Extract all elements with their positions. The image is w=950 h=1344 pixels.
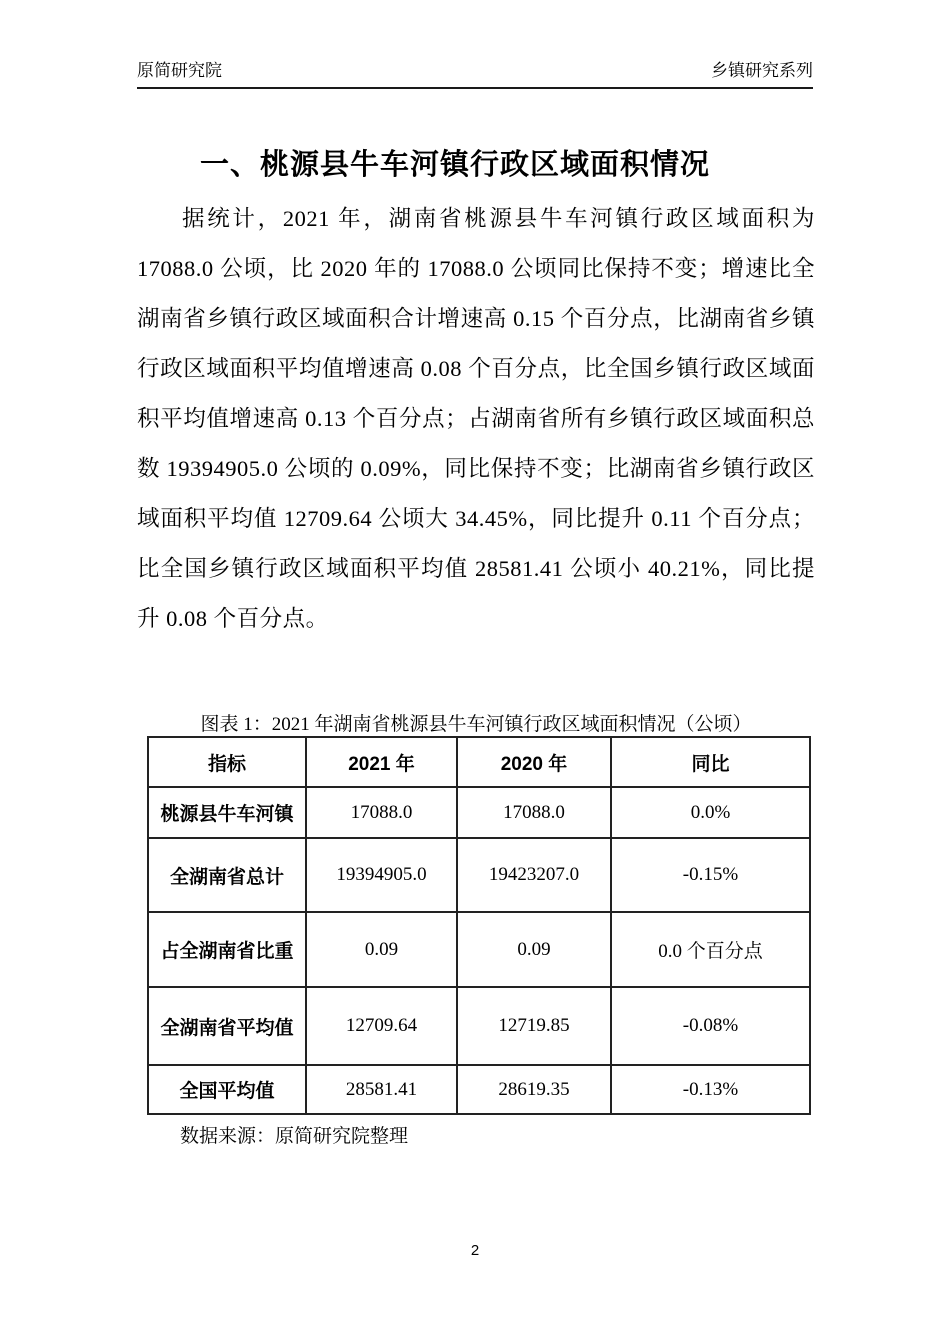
cell-value: 0.0% bbox=[611, 787, 810, 838]
cell-value: 0.0 个百分点 bbox=[611, 912, 810, 987]
table-row bbox=[148, 1065, 810, 1114]
cell-value: 19423207.0 bbox=[457, 838, 611, 912]
table-row bbox=[148, 787, 810, 838]
cell-value: 19394905.0 bbox=[306, 838, 457, 912]
table-row bbox=[148, 987, 810, 1065]
row-label: 全湖南省总计 bbox=[148, 838, 306, 912]
cell-value: 12719.85 bbox=[457, 987, 611, 1065]
col-header-2021: 2021 年 bbox=[306, 737, 457, 787]
row-label: 全国平均值 bbox=[148, 1065, 306, 1114]
col-header-yoy: 同比 bbox=[611, 737, 810, 787]
col-header-2020: 2020 年 bbox=[457, 737, 611, 787]
section-title: 一、桃源县牛车河镇行政区域面积情况 bbox=[200, 149, 711, 181]
cell-value: 17088.0 bbox=[306, 787, 457, 838]
cell-value: -0.13% bbox=[611, 1065, 810, 1114]
table-caption: 图表 1：2021 年湖南省桃源县牛车河镇行政区域面积情况（公顷） bbox=[200, 714, 752, 735]
header-left-text: 原简研究院 bbox=[137, 61, 222, 80]
row-label: 桃源县牛车河镇 bbox=[148, 787, 306, 838]
page-number: 2 bbox=[470, 1242, 480, 1259]
cell-value: 0.09 bbox=[457, 912, 611, 987]
cell-value: 28581.41 bbox=[306, 1065, 457, 1114]
table-row bbox=[148, 912, 810, 987]
table-row bbox=[148, 838, 810, 912]
body-paragraph: 据统计，2021 年，湖南省桃源县牛车河镇行政区域面积为 17088.0 公顷，比 2020 年的 17088.0 公顷同比保持不变；增速比全湖南省乡镇行政区域面积合计增速高 0.15 个百分点，比湖南省乡镇行政区域面积平均值增速高 0.08 个百分点，比全国乡镇行政区域面积平均值增速高 0.13 个百分点；占湖南省所有乡镇行政区域面积总数 19394905.0 公顷的 0.09%，同比保持不变；比湖南省乡镇行政区域面积平均值 12709.64 公顷大 34.45%，同比提升 0.11 个百分点；比全国乡镇行政区域面积平均值 28581.41 公顷小 40.21%，同比提升 0.08 个百分点。 bbox=[137, 206, 815, 631]
header-right-text: 乡镇研究系列 bbox=[711, 61, 813, 80]
data-source-note: 数据来源：原简研究院整理 bbox=[180, 1126, 409, 1147]
cell-value: 12709.64 bbox=[306, 987, 457, 1065]
cell-value: -0.15% bbox=[611, 838, 810, 912]
row-label: 占全湖南省比重 bbox=[148, 912, 306, 987]
table-header-row bbox=[148, 737, 810, 787]
area-data-table bbox=[147, 736, 811, 1115]
running-header bbox=[137, 58, 813, 89]
cell-value: 28619.35 bbox=[457, 1065, 611, 1114]
cell-value: 0.09 bbox=[306, 912, 457, 987]
row-label: 全湖南省平均值 bbox=[148, 987, 306, 1065]
col-header-indicator: 指标 bbox=[148, 737, 306, 787]
cell-value: -0.08% bbox=[611, 987, 810, 1065]
cell-value: 17088.0 bbox=[457, 787, 611, 838]
